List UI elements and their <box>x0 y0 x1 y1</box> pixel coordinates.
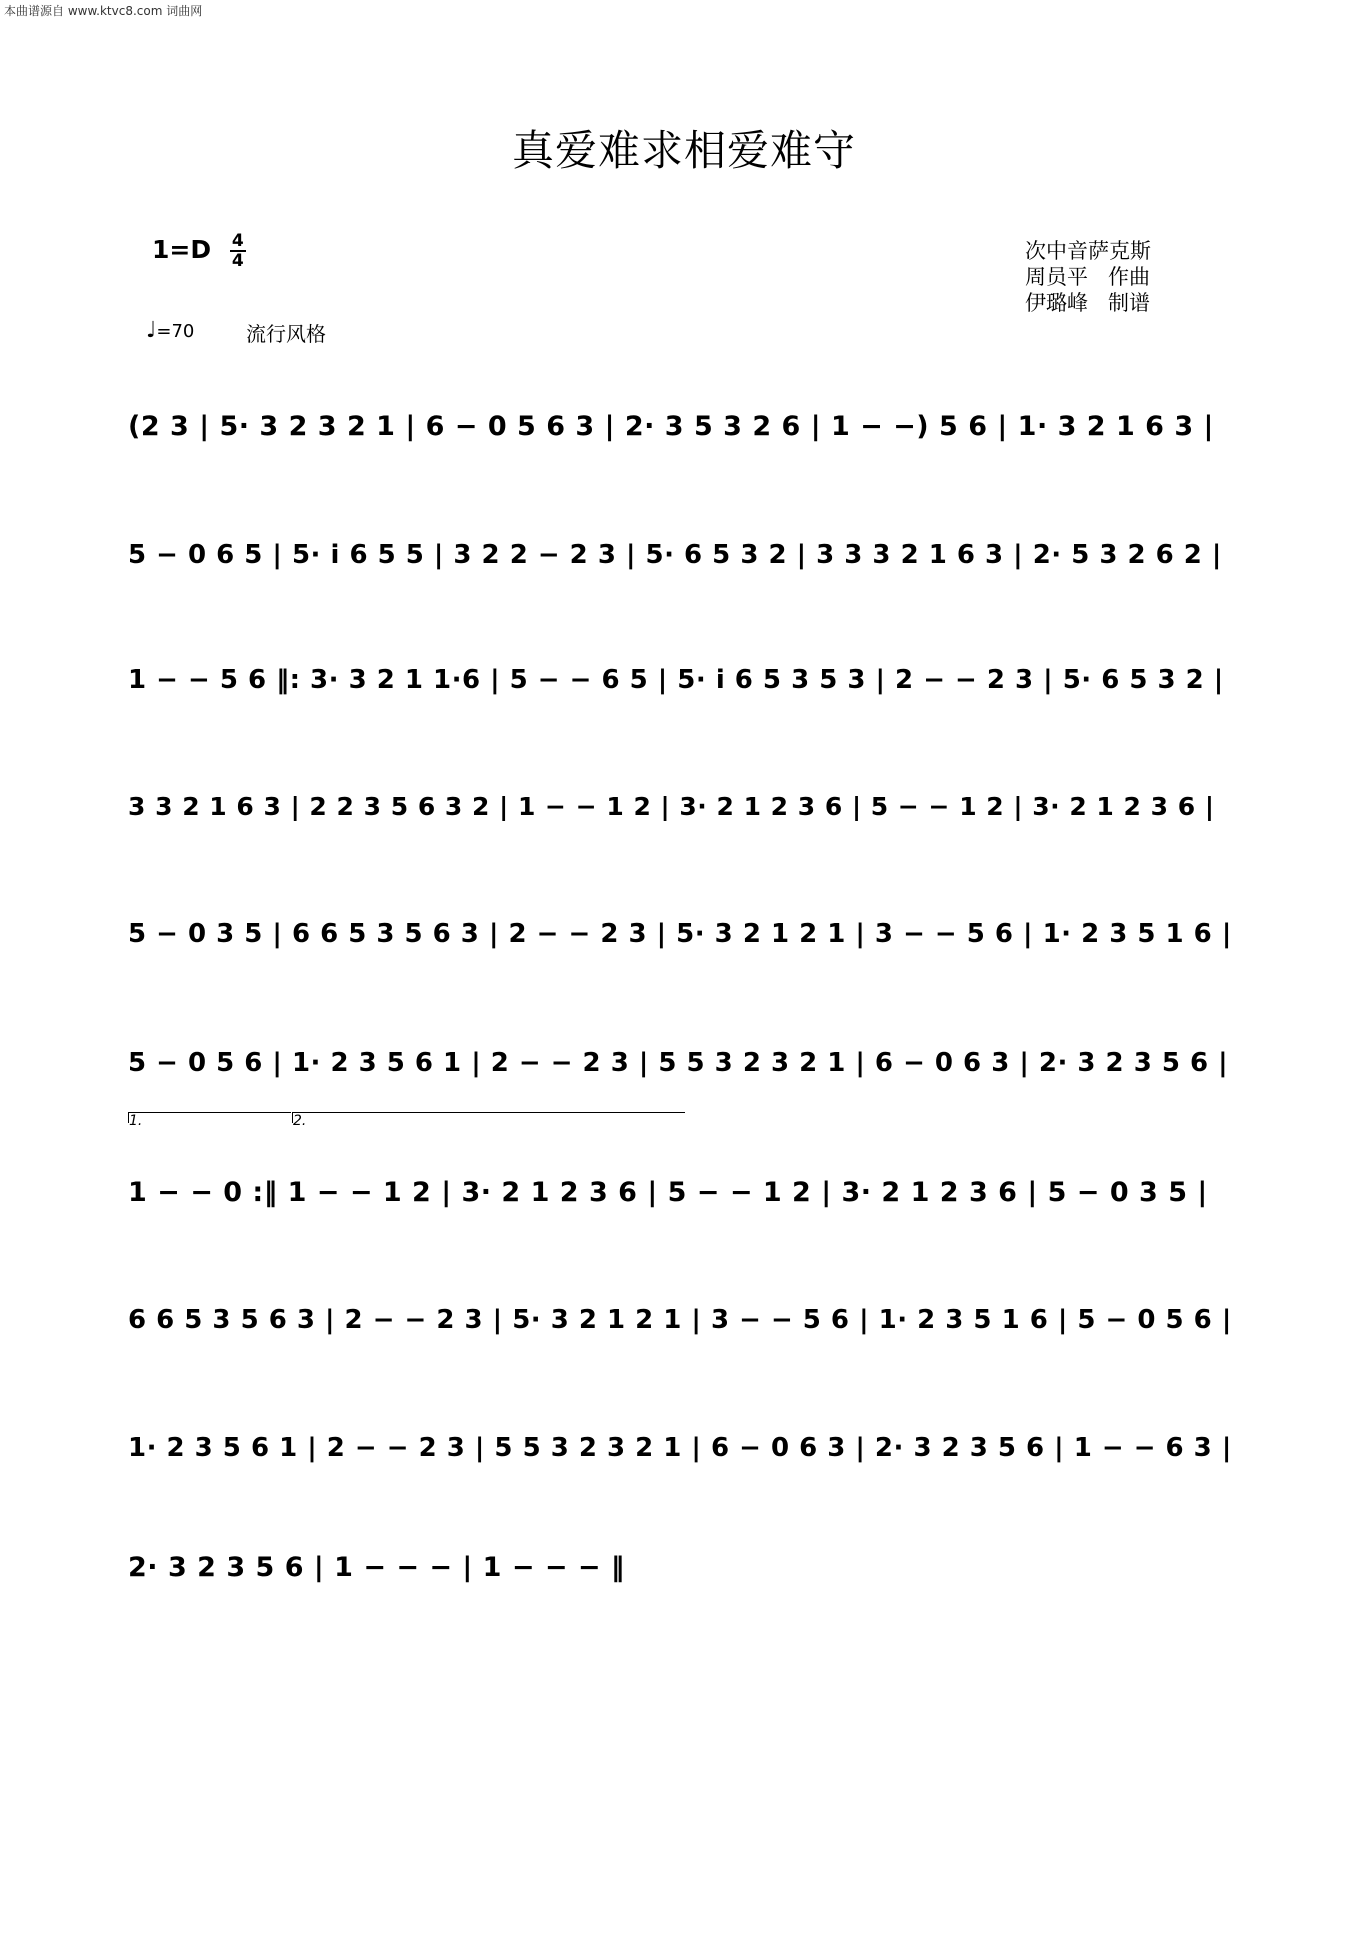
score-line-7 <box>128 1162 1240 1222</box>
source-watermark: 本曲谱源自 www.ktvc8.com 词曲网 <box>4 4 203 18</box>
score-line-notes: 1 − − 0 :‖ 1 − − 1 2 | 3· 2 1 2 3 6 | 5 − − 1 2 | 3· 2 1 2 3 6 | 5 − 0 3 5 | <box>128 1176 1208 1208</box>
score-line-10 <box>128 1537 688 1597</box>
style-label: 流行风格 <box>246 322 326 346</box>
score-line-notes: 5 − 0 5 6 | 1· 2 3 5 6 1 | 2 − − 2 3 | 5 5 3 2 3 2 1 | 6 − 0 6 3 | 2· 3 2 3 5 6 | <box>128 1048 1229 1078</box>
credits <box>1025 238 1151 316</box>
score-line-5 <box>128 904 1240 964</box>
score-line-2 <box>128 525 1240 585</box>
score-line-notes: 1· 2 3 5 6 1 | 2 − − 2 3 | 5 5 3 2 3 2 1 | 6 − 0 6 3 | 2· 3 2 3 5 6 | 1 − − 6 3 | <box>128 1433 1232 1463</box>
score-line-6 <box>128 1033 1240 1093</box>
score-line-notes: 5 − 0 3 5 | 6 6 5 3 5 6 3 | 2 − − 2 3 | 5· 3 2 1 2 1 | 3 − − 5 6 | 1· 2 3 5 1 6 | <box>128 919 1232 949</box>
tempo-marking <box>146 318 194 343</box>
credit-composer: 周员平 作曲 <box>1025 265 1151 289</box>
score-line-notes: (2 3 | 5· 3 2 3 2 1 | 6 − 0 5 6 3 | 2· 3 5 3 2 6 | 1 − −) 5 6 | 1· 3 2 1 6 3 | <box>128 410 1214 442</box>
score-line-1 <box>128 396 1240 456</box>
score-line-4 <box>128 776 1240 836</box>
score-line-notes: 1 − − 5 6 ‖: 3· 3 2 1 1·6 | 5 − − 6 5 | 5· i 6 5 3 5 3 | 2 − − 2 3 | 5· 6 5 3 2 | <box>128 665 1224 695</box>
time-signature <box>230 232 246 270</box>
quarter-note-icon: ♩ <box>146 318 157 343</box>
volta-second-ending: 2. <box>292 1112 685 1123</box>
score-line-notes: 6 6 5 3 5 6 3 | 2 − − 2 3 | 5· 3 2 1 2 1 | 3 − − 5 6 | 1· 2 3 5 1 6 | 5 − 0 5 6 | <box>128 1305 1232 1335</box>
credit-instrument: 次中音萨克斯 <box>1025 239 1151 263</box>
score-line-8 <box>128 1290 1240 1350</box>
volta-first-ending: 1. <box>128 1112 291 1123</box>
score-line-notes: 5 − 0 6 5 | 5· i 6 5 5 | 3 2 2 − 2 3 | 5· 6 5 3 2 | 3 3 3 2 1 6 3 | 2· 5 3 2 6 2 | <box>128 540 1222 570</box>
key-label: 1=D <box>152 235 212 264</box>
time-signature-top: 4 <box>231 231 244 251</box>
credit-transcriber: 伊璐峰 制谱 <box>1025 291 1151 315</box>
tempo-value: =70 <box>156 321 195 342</box>
score-line-notes: 2· 3 2 3 5 6 | 1 − − − | 1 − − − ‖ <box>128 1551 625 1583</box>
time-signature-bottom: 4 <box>231 251 244 271</box>
score-line-9 <box>128 1418 1240 1478</box>
song-title: 真爱难求相爱难守 <box>511 126 856 175</box>
key-signature <box>152 232 246 270</box>
score-line-notes: 3 3 2 1 6 3 | 2 2 3 5 6 3 2 | 1 − − 1 2 | 3· 2 1 2 3 6 | 5 − − 1 2 | 3· 2 1 2 3 6 | <box>128 791 1215 821</box>
score-line-3 <box>128 650 1240 710</box>
